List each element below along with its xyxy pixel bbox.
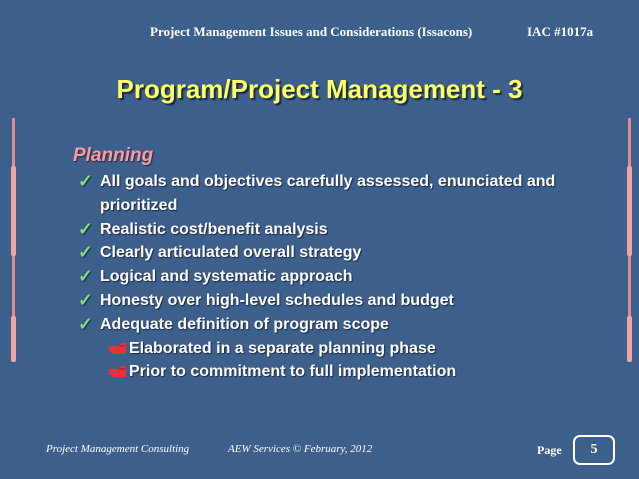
slide-title: Program/Project Management - 3 <box>116 74 523 104</box>
bullet-list <box>78 170 618 384</box>
check-icon: ✓ <box>78 218 94 239</box>
bullet-item <box>78 265 618 289</box>
bullet-text: Logical and systematic approach <box>100 268 353 286</box>
right-bar-nub-top <box>627 166 632 212</box>
check-icon: ✓ <box>78 266 94 287</box>
slide-header <box>0 24 639 42</box>
right-bar-nub-middle <box>627 210 632 256</box>
left-bar-nub-bottom <box>11 316 16 362</box>
bullet-item <box>78 241 618 265</box>
bullet-text: Adequate definition of program scope <box>100 315 389 333</box>
bullet-text: All goals and objectives carefully assessed, enunciated and prioritized <box>100 173 556 214</box>
pointing-hand-icon <box>108 365 127 378</box>
slide-footer <box>0 443 639 461</box>
sub-bullet-item <box>78 337 618 361</box>
bullet-item <box>78 170 618 218</box>
left-bar-nub-middle <box>11 210 16 256</box>
right-bar-nub-bottom <box>627 316 632 362</box>
section-heading: Planning <box>73 145 154 166</box>
sub-bullet-text: Elaborated in a separate planning phase <box>129 339 436 357</box>
check-icon: ✓ <box>78 171 94 191</box>
bullet-text: Honesty over high-level schedules and budget <box>100 291 454 309</box>
right-decorative-bar <box>628 118 631 350</box>
page-label: Page <box>537 443 562 457</box>
left-bar-nub-top <box>11 166 16 212</box>
left-decorative-bar <box>12 118 15 350</box>
check-icon: ✓ <box>78 242 94 263</box>
bullet-text: Clearly articulated overall strategy <box>100 244 362 262</box>
footer-copyright: AEW Services © February, 2012 <box>228 443 373 455</box>
check-icon: ✓ <box>78 313 94 334</box>
sub-bullet-text: Prior to commitment to full implementation <box>129 363 457 381</box>
course-title: Project Management Issues and Considerations (Issacons) <box>150 24 473 39</box>
bullet-item <box>78 289 618 313</box>
sub-bullet-item <box>78 360 618 384</box>
bullet-item <box>78 313 618 337</box>
bullet-item <box>78 218 618 242</box>
page-number-box: 5 <box>573 435 615 465</box>
check-icon: ✓ <box>78 289 94 310</box>
pointing-hand-icon <box>108 342 127 355</box>
footer-organization: Project Management Consulting <box>46 443 190 455</box>
course-code: IAC #1017a <box>527 24 594 39</box>
bullet-text: Realistic cost/benefit analysis <box>100 220 328 238</box>
